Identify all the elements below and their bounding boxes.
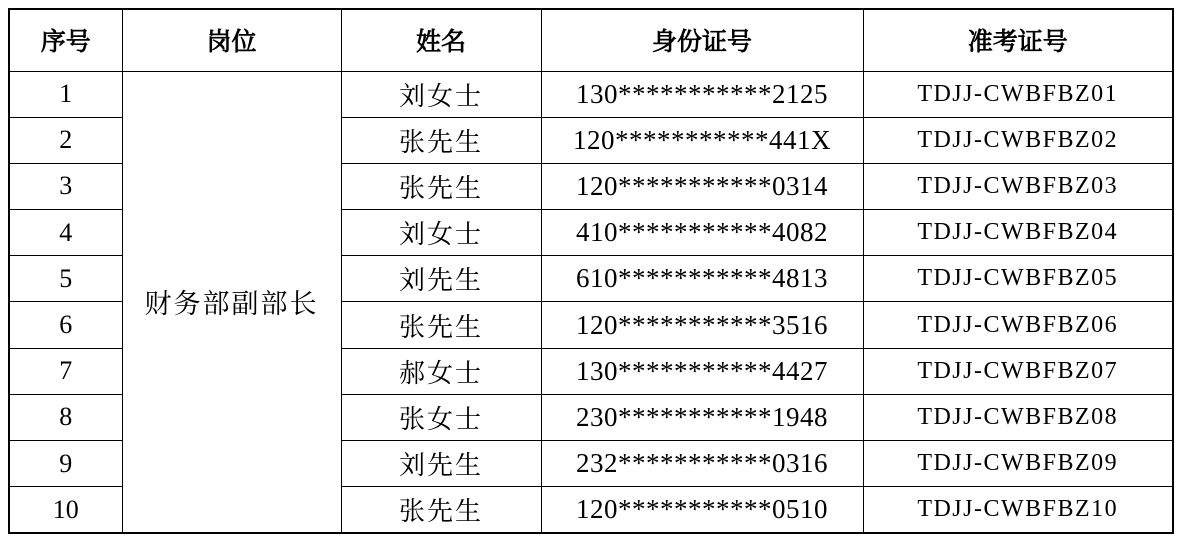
cell-ticket-number: TDJJ-CWBFBZ07 [863, 348, 1173, 394]
cell-serial: 10 [9, 487, 122, 533]
cell-ticket-number: TDJJ-CWBFBZ10 [863, 487, 1173, 533]
table-row [9, 71, 1173, 117]
cell-name: 刘先生 [341, 441, 541, 487]
cell-id-number: 130***********4427 [541, 348, 863, 394]
cell-serial: 1 [9, 71, 122, 117]
cell-ticket-number: TDJJ-CWBFBZ06 [863, 302, 1173, 348]
cell-ticket-number: TDJJ-CWBFBZ08 [863, 394, 1173, 440]
cell-serial: 2 [9, 117, 122, 163]
cell-name: 张先生 [341, 117, 541, 163]
header-row [9, 9, 1173, 71]
cell-name: 张先生 [341, 487, 541, 533]
cell-name: 刘先生 [341, 256, 541, 302]
header-cell-name: 姓名 [341, 9, 541, 71]
cell-name: 刘女士 [341, 71, 541, 117]
cell-id-number: 120***********3516 [541, 302, 863, 348]
cell-serial: 8 [9, 394, 122, 440]
cell-name: 张女士 [341, 394, 541, 440]
cell-name: 张先生 [341, 163, 541, 209]
cell-serial: 4 [9, 210, 122, 256]
cell-name: 刘女士 [341, 210, 541, 256]
cell-id-number: 130***********2125 [541, 71, 863, 117]
cell-ticket-number: TDJJ-CWBFBZ02 [863, 117, 1173, 163]
candidates-table [8, 8, 1174, 534]
header-cell-ticket-number: 准考证号 [863, 9, 1173, 71]
cell-id-number: 120***********0314 [541, 163, 863, 209]
header-cell-serial: 序号 [9, 9, 122, 71]
cell-id-number: 232***********0316 [541, 441, 863, 487]
cell-name: 郝女士 [341, 348, 541, 394]
cell-serial: 3 [9, 163, 122, 209]
cell-ticket-number: TDJJ-CWBFBZ05 [863, 256, 1173, 302]
cell-serial: 5 [9, 256, 122, 302]
cell-id-number: 120***********441X [541, 117, 863, 163]
cell-ticket-number: TDJJ-CWBFBZ01 [863, 71, 1173, 117]
cell-ticket-number: TDJJ-CWBFBZ04 [863, 210, 1173, 256]
cell-id-number: 610***********4813 [541, 256, 863, 302]
cell-ticket-number: TDJJ-CWBFBZ03 [863, 163, 1173, 209]
header-cell-position: 岗位 [122, 9, 341, 71]
cell-name: 张先生 [341, 302, 541, 348]
cell-id-number: 120***********0510 [541, 487, 863, 533]
cell-serial: 9 [9, 441, 122, 487]
cell-serial: 6 [9, 302, 122, 348]
cell-position-merged: 财务部副部长 [122, 71, 341, 533]
header-cell-id-number: 身份证号 [541, 9, 863, 71]
cell-id-number: 410***********4082 [541, 210, 863, 256]
cell-ticket-number: TDJJ-CWBFBZ09 [863, 441, 1173, 487]
cell-id-number: 230***********1948 [541, 394, 863, 440]
cell-serial: 7 [9, 348, 122, 394]
